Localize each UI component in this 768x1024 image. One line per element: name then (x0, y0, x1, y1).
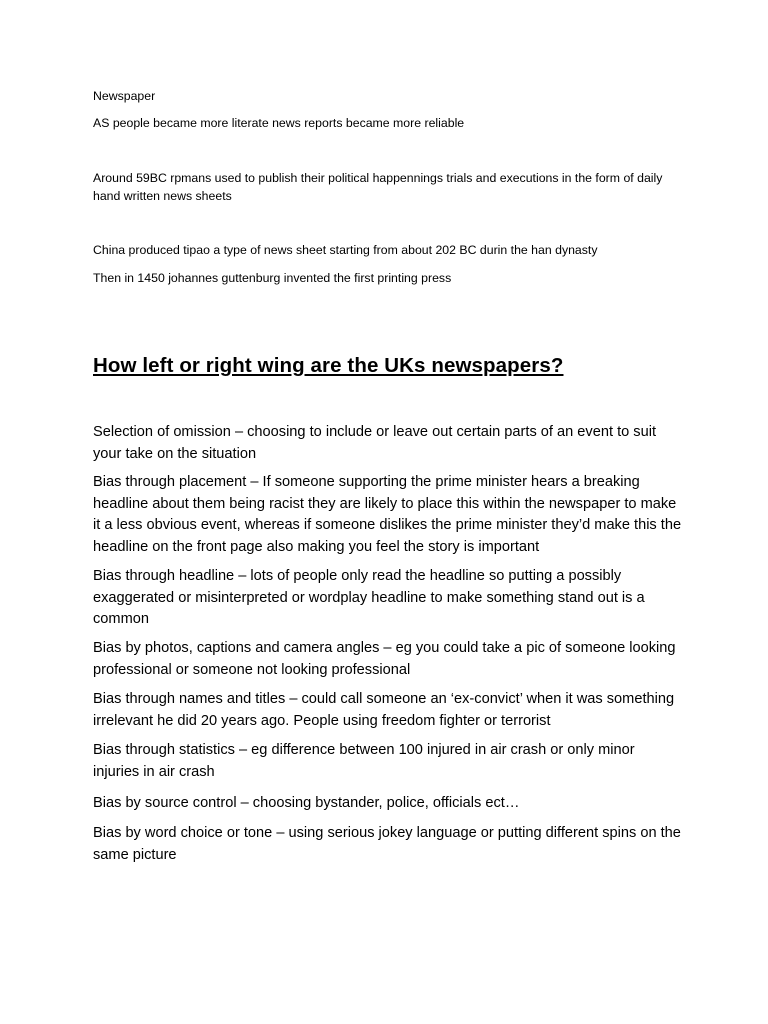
intro-paragraph: AS people became more literate news reports became more reliable (93, 116, 465, 130)
bias-paragraph-headline: Bias through headline – lots of people only read the headline so putting a possibly exaggerated or misinterpreted or wordplay headline to make something stand out is a common (93, 568, 645, 627)
bias-paragraph-names: Bias through names and titles – could call someone an ‘ex-convict’ when it was something irrelevant he did 20 years ago. People using freedom fighter or terrorist (93, 691, 675, 729)
section-heading: How left or right wing are the UKs newspapers? (93, 354, 564, 377)
intro-paragraph: Around 59BC rpmans used to publish their political happennings trials and executions in the form of daily hand written news sheets (93, 171, 663, 203)
intro-paragraph: Then in 1450 johannes guttenburg invented the first printing press (93, 271, 452, 285)
bias-paragraph-statistics: Bias through statistics – eg difference between 100 injured in air crash or only minor injuries in air crash (93, 742, 635, 780)
bias-paragraph-omission: Selection of omission – choosing to include or leave out certain parts of an event to suit your take on the situation (93, 424, 656, 462)
bias-paragraph-photos: Bias by photos, captions and camera angles – eg you could take a pic of someone looking professional or someone not looking professional (93, 640, 676, 678)
intro-paragraph: China produced tipao a type of news sheet starting from about 202 BC durin the han dynasty (93, 243, 598, 257)
intro-title: Newspaper (93, 89, 156, 103)
bias-paragraph-word-choice: Bias by word choice or tone – using serious jokey language or putting different spins on the same picture (93, 825, 681, 863)
bias-paragraph-placement: Bias through placement – If someone supporting the prime minister hears a breaking headline about them being racist they are likely to place this within the newspaper to make it a less obvious event, whereas if someone dislikes the prime minister they’d make this the headline on the front page also making you feel the story is important (93, 474, 682, 555)
bias-paragraph-source: Bias by source control – choosing bystander, police, officials ect… (93, 795, 520, 811)
